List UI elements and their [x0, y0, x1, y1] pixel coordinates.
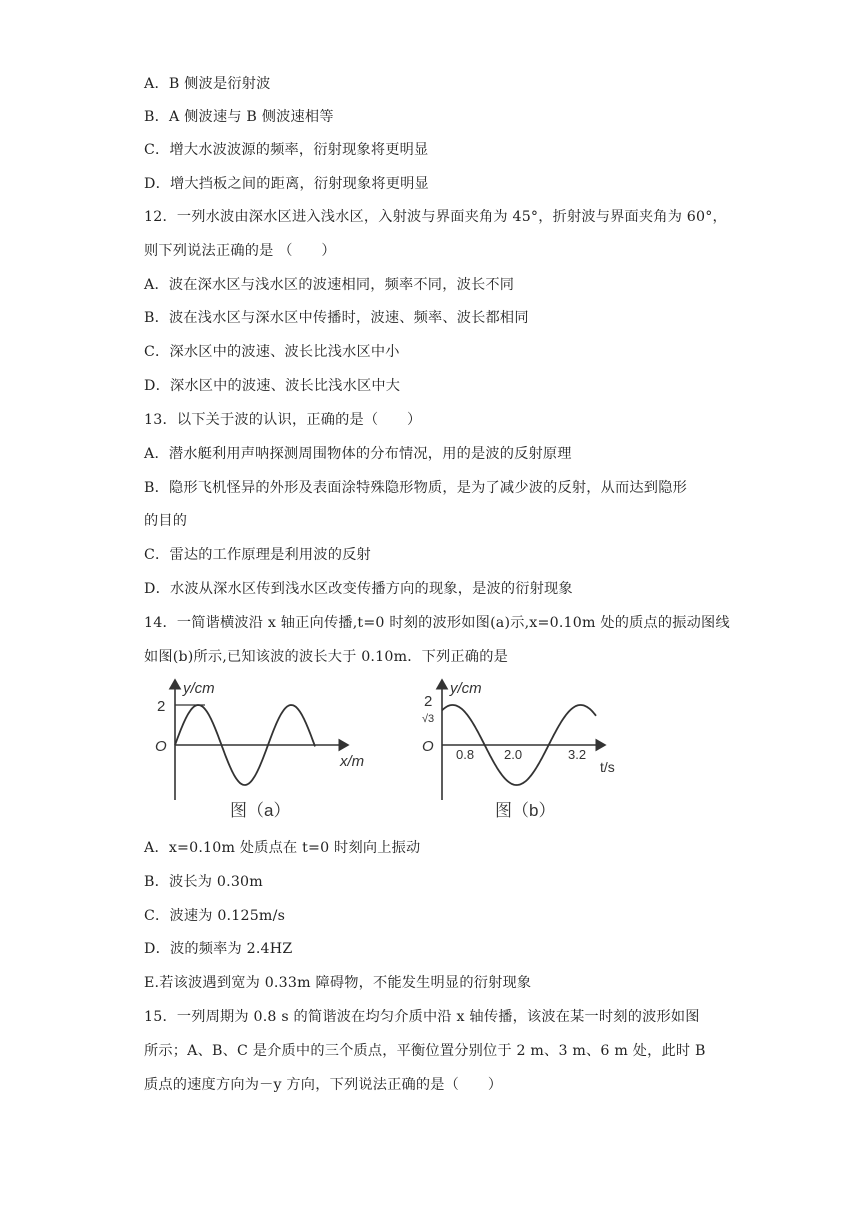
q12-stem-1: 12．一列水波由深水区进入浅水区，入射波与界面夹角为 45°，折射波与界面夹角为 60°，: [144, 209, 727, 225]
figure-a: [155, 680, 364, 820]
q14-stem-2: 如图(b)所示,已知该波的波长大于 0.10m．下列正确的是: [144, 649, 508, 665]
figure-b-tick-3-2: 3.2: [568, 747, 587, 762]
figure-b-caption: 图（b）: [495, 801, 556, 820]
q14-figures-svg: [150, 672, 670, 832]
figure-a-amplitude-label: 2: [157, 698, 166, 715]
q13-option-d: D．水波从深水区传到浅水区改变传播方向的现象，是波的衍射现象: [144, 581, 573, 597]
q12-option-a: A．波在深水区与浅水区的波速相同，频率不同，波长不同: [144, 277, 515, 293]
q11-option-a: A．B 侧波是衍射波: [144, 76, 271, 92]
q14-stem-1: 14．一简谐横波沿 x 轴正向传播,t=0 时刻的波形如图(a)示,x=0.10m 处的质点的振动图线: [144, 615, 730, 631]
q13-stem: 13．以下关于波的认识，正确的是（ ）: [144, 412, 422, 428]
figure-b-amplitude-label: 2: [424, 693, 433, 710]
figure-b-sqrt3-label: √3: [422, 713, 435, 725]
q14-option-a: A．x=0.10m 处质点在 t=0 时刻向上振动: [144, 840, 421, 856]
figure-a-origin-label: O: [155, 738, 167, 755]
q14-option-d: D．波的频率为 2.4HZ: [144, 941, 293, 957]
q12-stem-2: 则下列说法正确的是 （ ）: [144, 243, 336, 259]
figure-b-tick-0-8: 0.8: [456, 747, 475, 762]
q11-option-b: B．A 侧波速与 B 侧波速相等: [144, 109, 334, 125]
figure-b-origin-label: O: [422, 738, 434, 755]
figure-b: [422, 680, 615, 820]
q11-option-c: C．增大水波波源的频率，衍射现象将更明显: [144, 142, 429, 158]
q11-option-d: D．增大挡板之间的距离，衍射现象将更明显: [144, 176, 429, 192]
q14-option-e: E.若该波遇到宽为 0.33m 障碍物，不能发生明显的衍射现象: [144, 975, 532, 991]
figure-a-y-label: y/cm: [183, 680, 215, 697]
figure-b-y-label: y/cm: [450, 680, 482, 697]
q14-option-c: C．波速为 0.125m/s: [144, 908, 286, 924]
figure-b-tick-2-0: 2.0: [504, 747, 523, 762]
q13-option-c: C．雷达的工作原理是利用波的反射: [144, 547, 371, 563]
q12-option-b: B．波在浅水区与深水区中传播时，波速、频率、波长都相同: [144, 310, 529, 326]
figure-b-t-label: t/s: [600, 759, 615, 775]
q13-option-b-1: B．隐形飞机怪异的外形及表面涂特殊隐形物质，是为了减少波的反射，从而达到隐形: [144, 480, 687, 496]
q15-stem-1: 15．一列周期为 0.8 s 的简谐波在均匀介质中沿 x 轴传播，该波在某一时刻的波形如图: [144, 1009, 700, 1025]
q12-option-c: C．深水区中的波速、波长比浅水区中小: [144, 344, 400, 360]
figure-a-x-label: x/m: [340, 753, 365, 770]
q13-option-b-2: 的目的: [144, 513, 188, 529]
q15-stem-2: 所示；A、B、C 是介质中的三个质点，平衡位置分别位于 2 m、3 m、6 m 处，此时 B: [144, 1043, 706, 1059]
q14-option-b: B．波长为 0.30m: [144, 874, 263, 890]
figure-a-caption: 图（a）: [230, 801, 291, 820]
q14-figures: [150, 672, 670, 832]
q12-option-d: D．深水区中的波速、波长比浅水区中大: [144, 378, 401, 394]
q15-stem-3: 质点的速度方向为－y 方向，下列说法正确的是（ ）: [144, 1077, 503, 1093]
q13-option-a: A．潜水艇利用声呐探测周围物体的分布情况，用的是波的反射原理: [144, 446, 572, 462]
